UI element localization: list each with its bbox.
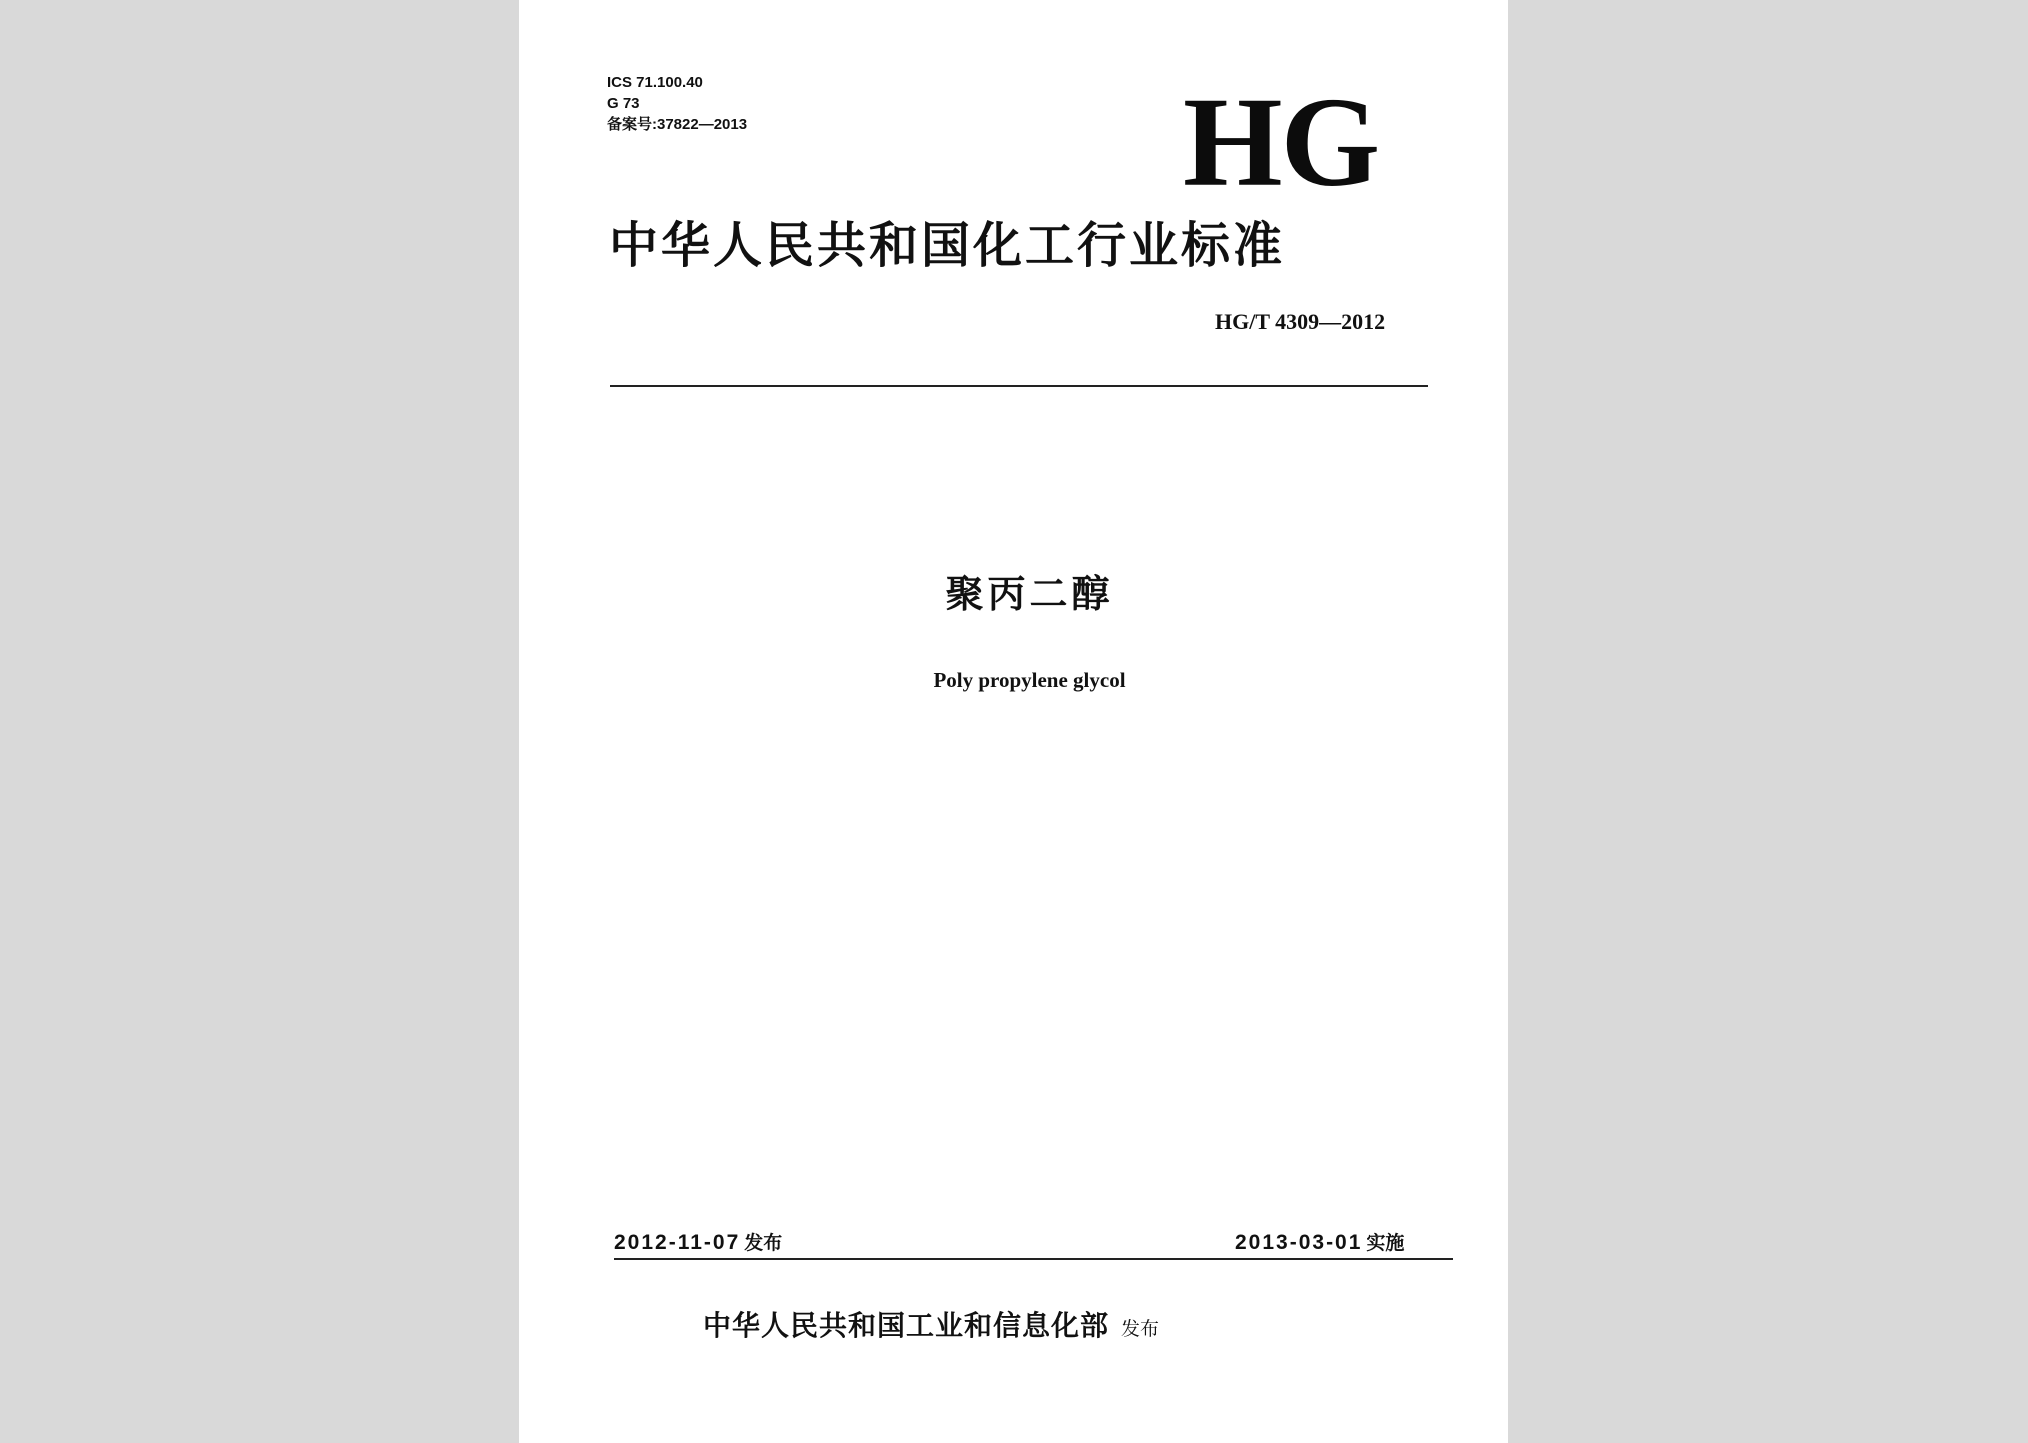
ccs-code: G 73: [607, 95, 640, 112]
document-title-cn: 聚丙二醇: [945, 572, 1114, 616]
record-number: 备案号:37822—2013: [607, 116, 748, 133]
effective-date: [1235, 1230, 1404, 1256]
publisher-name: 中华人民共和国工业和信息化部: [703, 1309, 1110, 1342]
publisher: [703, 1309, 1159, 1346]
document-page: [519, 0, 1508, 1443]
classification-block: [607, 72, 747, 135]
hg-logo: HG: [1183, 71, 1379, 213]
top-divider: [610, 385, 1428, 387]
issue-label: 发布: [744, 1232, 783, 1254]
issue-date-value: 2012-11-07: [614, 1231, 741, 1254]
standard-title: 中华人民共和国化工行业标准: [609, 217, 1286, 274]
effective-date-value: 2013-03-01: [1235, 1231, 1363, 1254]
document-title-en: Poly propylene glycol: [933, 668, 1126, 692]
ics-code: ICS 71.100.40: [607, 74, 703, 91]
effective-label: 实施: [1366, 1232, 1405, 1254]
issue-date: [614, 1230, 782, 1256]
publisher-label: 发布: [1121, 1318, 1160, 1340]
bottom-divider: [614, 1258, 1453, 1260]
standard-code: HG/T 4309—2012: [1215, 309, 1386, 334]
